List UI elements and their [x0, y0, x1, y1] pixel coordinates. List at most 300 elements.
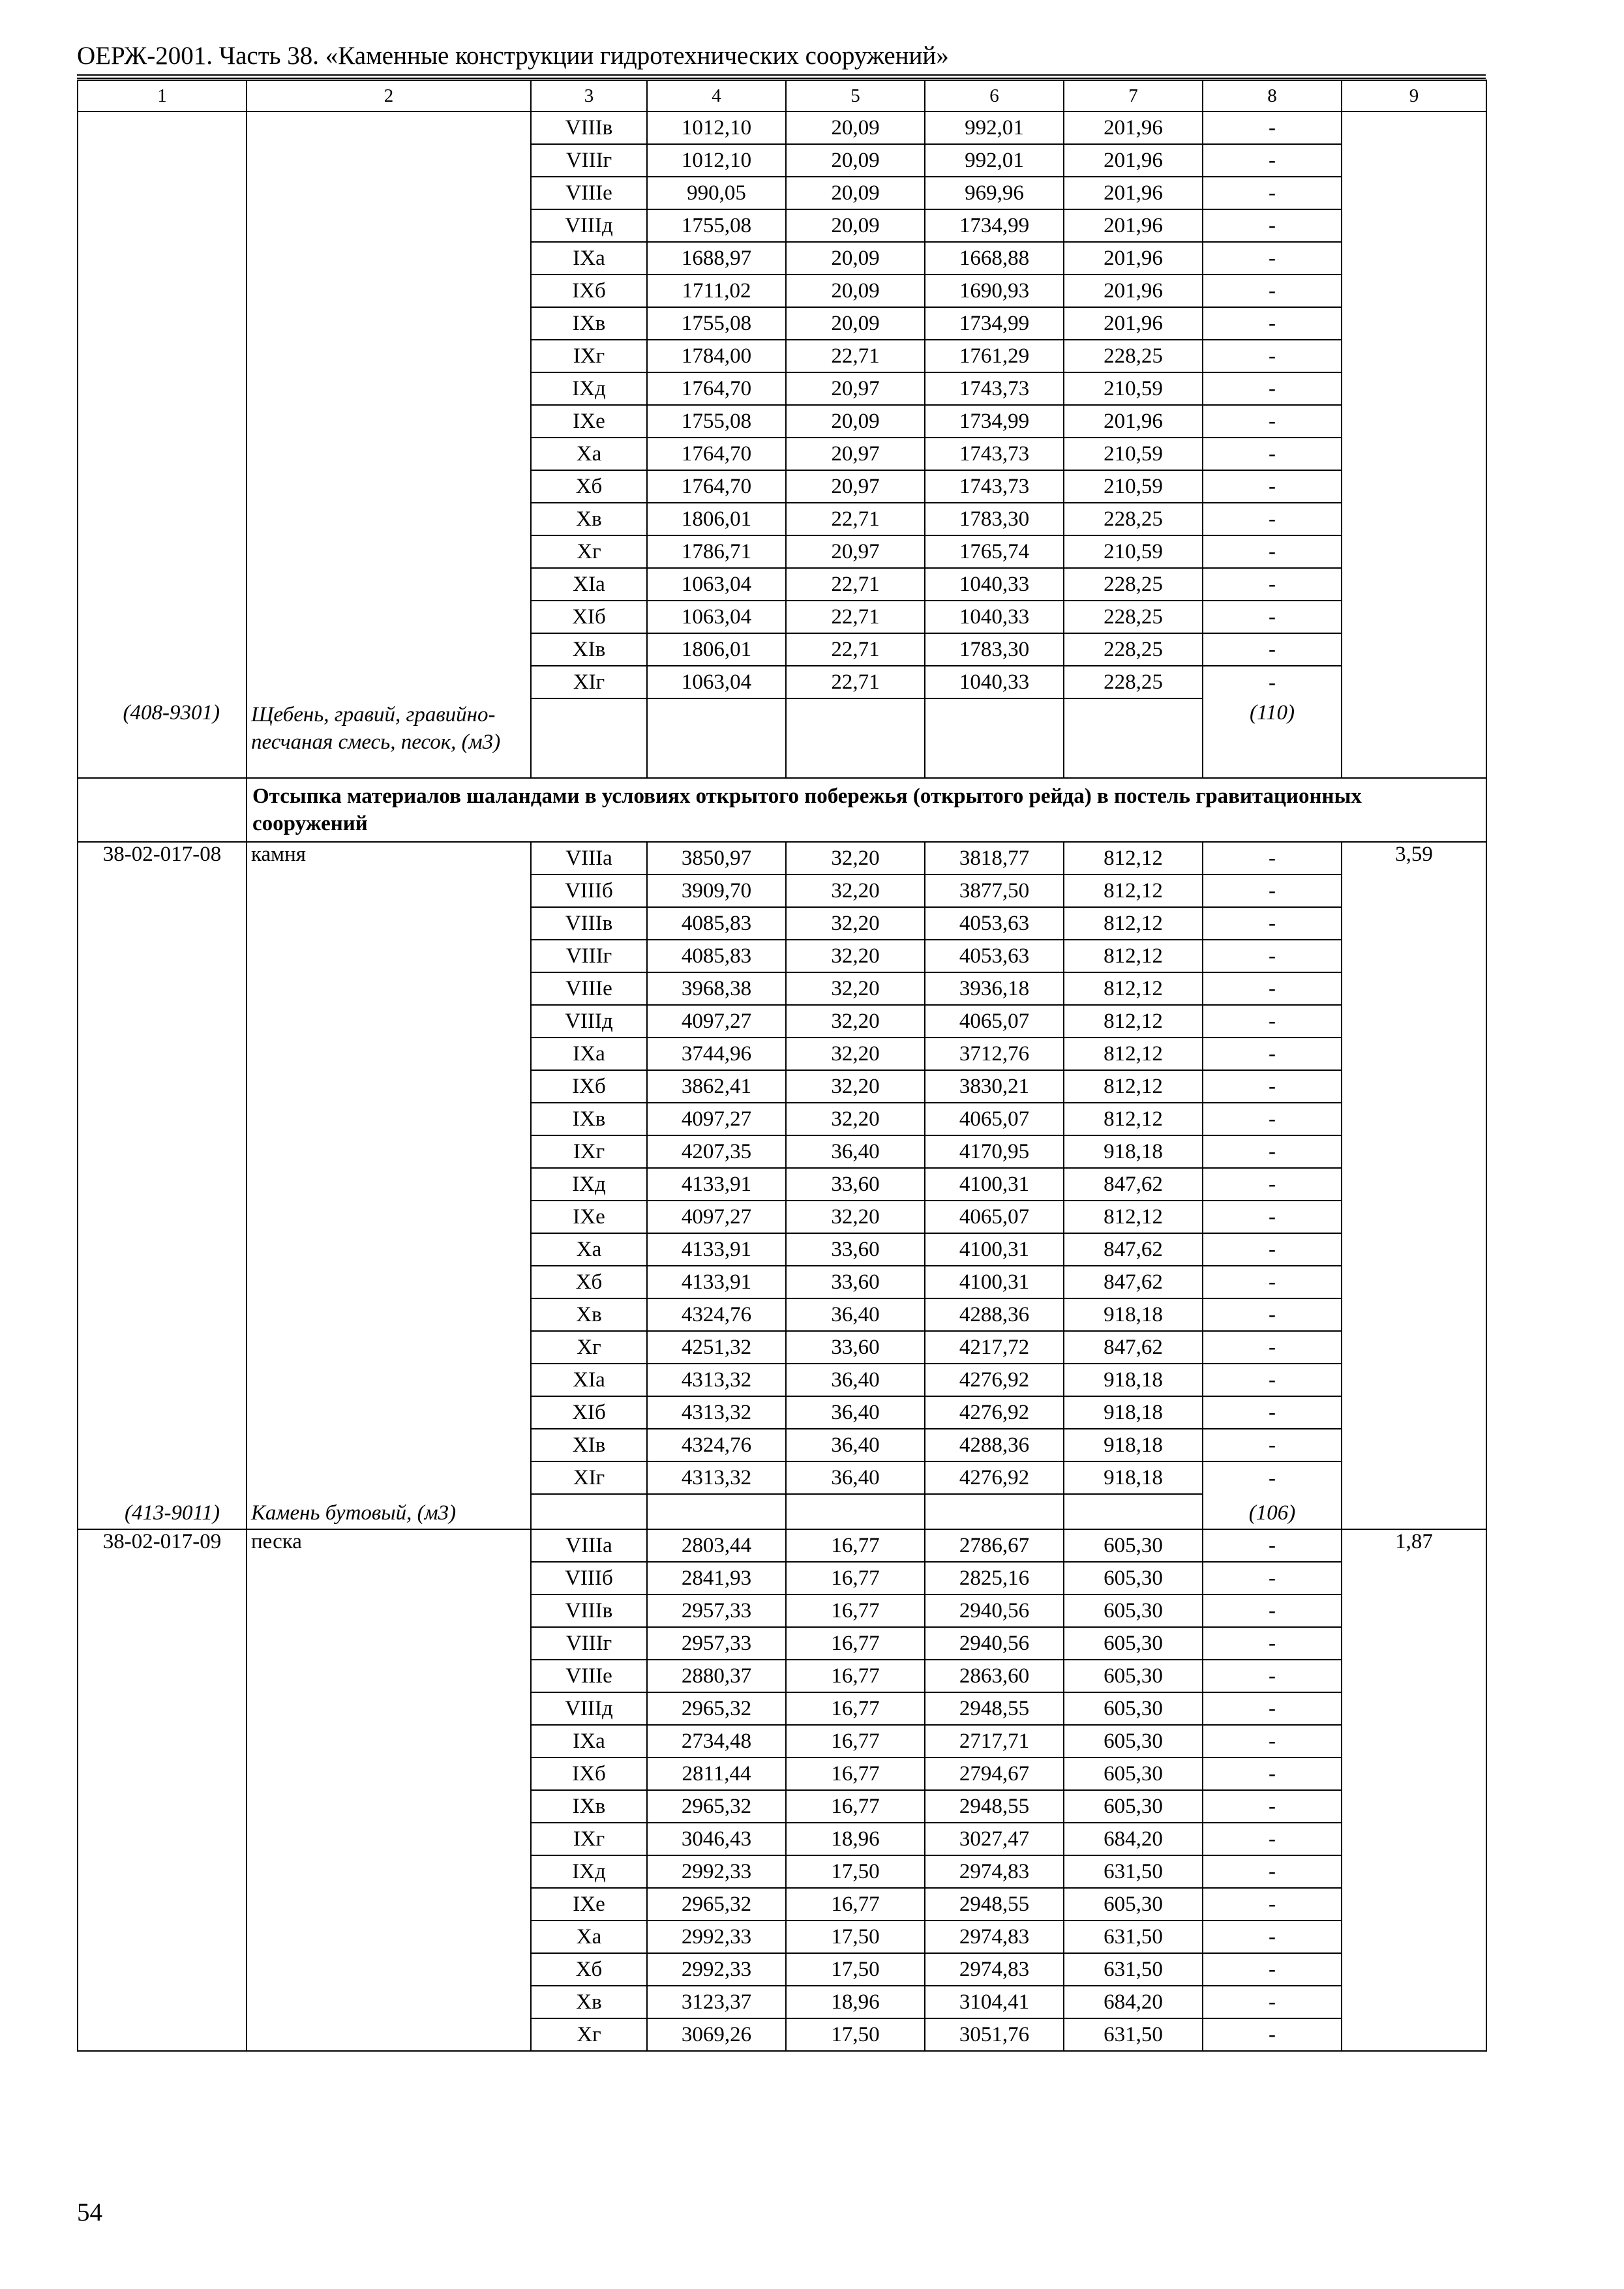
wage-cell: 16,77: [786, 1594, 925, 1627]
empty-cell: [1064, 1494, 1203, 1529]
section-title-row: [78, 778, 1486, 842]
direct-cost-cell: 4097,27: [647, 1103, 786, 1135]
wage-cell: 33,60: [786, 1168, 925, 1201]
material-cell: -: [1203, 372, 1342, 405]
table-row: [78, 1986, 1486, 2018]
table-row: [78, 1298, 1486, 1331]
code-cell: [78, 1823, 247, 1855]
material-cell: -: [1203, 633, 1342, 666]
direct-cost-cell: 990,05: [647, 177, 786, 209]
name-cell: [247, 1953, 531, 1986]
material-cell: -: [1203, 666, 1342, 698]
machine-cost-cell: 3051,76: [925, 2018, 1064, 2051]
operator-wage-cell: 812,12: [1064, 1103, 1203, 1135]
material-cell: -: [1203, 1888, 1342, 1921]
table-row: [78, 1201, 1486, 1233]
operator-wage-cell: 847,62: [1064, 1331, 1203, 1364]
zone-cell: IXе: [531, 405, 647, 438]
labor-cell: [1342, 340, 1486, 372]
norms-table: [77, 80, 1487, 2052]
labor-cell: [1342, 535, 1486, 568]
page-number: 54: [77, 2198, 102, 2226]
wage-cell: 16,77: [786, 1758, 925, 1790]
table-row: [78, 568, 1486, 601]
zone-cell: XIв: [531, 633, 647, 666]
empty-cell: [647, 698, 786, 778]
name-cell: [247, 470, 531, 503]
machine-cost-cell: 1734,99: [925, 307, 1064, 340]
wage-cell: 22,71: [786, 340, 925, 372]
table-row: [78, 1429, 1486, 1461]
operator-wage-cell: 684,20: [1064, 1823, 1203, 1855]
table-row: [78, 1660, 1486, 1692]
resource-value: (106): [1203, 1494, 1342, 1529]
operator-wage-cell: 201,96: [1064, 144, 1203, 177]
machine-cost-cell: 2948,55: [925, 1692, 1064, 1725]
name-cell: [247, 1888, 531, 1921]
code-cell: [78, 1266, 247, 1298]
labor-cell: [1342, 1594, 1486, 1627]
operator-wage-cell: 918,18: [1064, 1461, 1203, 1494]
operator-wage-cell: 605,30: [1064, 1758, 1203, 1790]
direct-cost-cell: 1764,70: [647, 470, 786, 503]
operator-wage-cell: 201,96: [1064, 112, 1203, 144]
wage-cell: 20,97: [786, 535, 925, 568]
table-row: [78, 209, 1486, 242]
zone-cell: Xб: [531, 470, 647, 503]
wage-cell: 22,71: [786, 666, 925, 698]
machine-cost-cell: 3712,76: [925, 1038, 1064, 1070]
operator-wage-cell: 228,25: [1064, 666, 1203, 698]
operator-wage-cell: 210,59: [1064, 535, 1203, 568]
table-row: [78, 1823, 1486, 1855]
empty-cell: [647, 1494, 786, 1529]
code-cell: [78, 535, 247, 568]
labor-cell: [1342, 1758, 1486, 1790]
material-cell: -: [1203, 275, 1342, 307]
operator-wage-cell: 228,25: [1064, 503, 1203, 535]
material-cell: -: [1203, 601, 1342, 633]
direct-cost-cell: 1711,02: [647, 275, 786, 307]
zone-cell: XIб: [531, 601, 647, 633]
name-cell: [247, 875, 531, 907]
name-cell: [247, 1005, 531, 1038]
operator-wage-cell: 210,59: [1064, 372, 1203, 405]
code-cell: [78, 1758, 247, 1790]
zone-cell: IXб: [531, 1070, 647, 1103]
direct-cost-cell: 2841,93: [647, 1562, 786, 1594]
name-cell: [247, 2018, 531, 2051]
name-cell: [247, 1396, 531, 1429]
machine-cost-cell: 3936,18: [925, 972, 1064, 1005]
machine-cost-cell: 3818,77: [925, 842, 1064, 875]
operator-wage-cell: 201,96: [1064, 242, 1203, 275]
code-cell: [78, 1331, 247, 1364]
direct-cost-cell: 1688,97: [647, 242, 786, 275]
zone-cell: IXг: [531, 1135, 647, 1168]
code-cell: [78, 242, 247, 275]
labor-cell: [1342, 1627, 1486, 1660]
table-row: [78, 1758, 1486, 1790]
labor-cell: [1342, 972, 1486, 1005]
code-cell: [78, 1562, 247, 1594]
wage-cell: 20,09: [786, 242, 925, 275]
labor-cell: [1342, 940, 1486, 972]
labor-cell: [1342, 242, 1486, 275]
code-cell: [78, 875, 247, 907]
operator-wage-cell: 605,30: [1064, 1529, 1203, 1562]
operator-wage-cell: 228,25: [1064, 601, 1203, 633]
operator-wage-cell: 812,12: [1064, 1005, 1203, 1038]
labor-cell: 1,87: [1342, 1529, 1486, 1562]
labor-cell: [1342, 1364, 1486, 1396]
name-cell: камня: [247, 842, 531, 875]
machine-cost-cell: 4217,72: [925, 1331, 1064, 1364]
zone-cell: VIIIв: [531, 907, 647, 940]
labor-cell: [1342, 568, 1486, 601]
labor-cell: [1342, 503, 1486, 535]
name-cell: [247, 275, 531, 307]
name-cell: [247, 503, 531, 535]
name-cell: [247, 1823, 531, 1855]
table-row: [78, 112, 1486, 144]
empty-cell: [786, 1494, 925, 1529]
machine-cost-cell: 2794,67: [925, 1758, 1064, 1790]
table-row: [78, 1529, 1486, 1562]
wage-cell: 32,20: [786, 842, 925, 875]
code-cell: [78, 666, 247, 698]
machine-cost-cell: 4276,92: [925, 1396, 1064, 1429]
zone-cell: IXе: [531, 1888, 647, 1921]
resource-code: (413-9011): [78, 1494, 247, 1529]
zone-cell: IXд: [531, 1855, 647, 1888]
machine-cost-cell: 4276,92: [925, 1364, 1064, 1396]
zone-cell: IXб: [531, 1758, 647, 1790]
resource-row: [78, 1494, 1486, 1529]
direct-cost-cell: 4313,32: [647, 1364, 786, 1396]
direct-cost-cell: 1012,10: [647, 112, 786, 144]
column-number: 8: [1203, 80, 1342, 112]
code-cell: [78, 1461, 247, 1494]
machine-cost-cell: 4100,31: [925, 1266, 1064, 1298]
direct-cost-cell: 4085,83: [647, 940, 786, 972]
operator-wage-cell: 605,30: [1064, 1888, 1203, 1921]
name-cell: [247, 666, 531, 698]
wage-cell: 22,71: [786, 568, 925, 601]
wage-cell: 20,09: [786, 307, 925, 340]
machine-cost-cell: 1783,30: [925, 503, 1064, 535]
code-cell: [78, 438, 247, 470]
document-header: ОЕРЖ-2001. Часть 38. «Каменные конструкции гидротехнических сооружений»: [77, 40, 1486, 76]
section-title: Отсыпка материалов шаландами в условиях открытого побережья (открытого рейда) в постель гравитационных сооружений: [247, 778, 1486, 842]
name-cell: [247, 1168, 531, 1201]
labor-cell: [1342, 1135, 1486, 1168]
zone-cell: VIIIв: [531, 112, 647, 144]
machine-cost-cell: 992,01: [925, 144, 1064, 177]
direct-cost-cell: 1063,04: [647, 568, 786, 601]
machine-cost-cell: 4288,36: [925, 1429, 1064, 1461]
material-cell: -: [1203, 1070, 1342, 1103]
table-row: [78, 1005, 1486, 1038]
wage-cell: 33,60: [786, 1266, 925, 1298]
code-cell: [78, 1233, 247, 1266]
table-row: [78, 1594, 1486, 1627]
labor-cell: [1342, 1660, 1486, 1692]
name-cell: [247, 1725, 531, 1758]
wage-cell: 20,09: [786, 209, 925, 242]
zone-cell: IXб: [531, 275, 647, 307]
wage-cell: 32,20: [786, 1201, 925, 1233]
direct-cost-cell: 4097,27: [647, 1201, 786, 1233]
machine-cost-cell: 3830,21: [925, 1070, 1064, 1103]
machine-cost-cell: 4276,92: [925, 1461, 1064, 1494]
name-cell: [247, 1038, 531, 1070]
table-row: [78, 2018, 1486, 2051]
wage-cell: 32,20: [786, 1038, 925, 1070]
direct-cost-cell: 4324,76: [647, 1429, 786, 1461]
wage-cell: 17,50: [786, 1921, 925, 1953]
direct-cost-cell: 4085,83: [647, 907, 786, 940]
code-cell: [78, 1888, 247, 1921]
labor-cell: [1342, 1461, 1486, 1494]
table-row: [78, 1855, 1486, 1888]
direct-cost-cell: 2992,33: [647, 1921, 786, 1953]
material-cell: -: [1203, 1103, 1342, 1135]
name-cell: [247, 1660, 531, 1692]
table-row: [78, 1331, 1486, 1364]
material-cell: -: [1203, 940, 1342, 972]
machine-cost-cell: 2863,60: [925, 1660, 1064, 1692]
code-cell: [78, 1364, 247, 1396]
direct-cost-cell: 1806,01: [647, 503, 786, 535]
material-cell: -: [1203, 1201, 1342, 1233]
code-cell: [78, 144, 247, 177]
table-row: [78, 1168, 1486, 1201]
direct-cost-cell: 1786,71: [647, 535, 786, 568]
material-cell: -: [1203, 1135, 1342, 1168]
wage-cell: 32,20: [786, 1103, 925, 1135]
machine-cost-cell: 1743,73: [925, 438, 1064, 470]
wage-cell: 36,40: [786, 1364, 925, 1396]
name-cell: [247, 1233, 531, 1266]
direct-cost-cell: 2957,33: [647, 1627, 786, 1660]
zone-cell: Xв: [531, 1986, 647, 2018]
material-cell: -: [1203, 535, 1342, 568]
direct-cost-cell: 3069,26: [647, 2018, 786, 2051]
labor-cell: [1342, 1692, 1486, 1725]
zone-cell: IXа: [531, 1038, 647, 1070]
zone-cell: IXв: [531, 307, 647, 340]
operator-wage-cell: 918,18: [1064, 1364, 1203, 1396]
labor-cell: [1342, 307, 1486, 340]
table-row: [78, 1888, 1486, 1921]
zone-cell: IXг: [531, 1823, 647, 1855]
table-row: [78, 1725, 1486, 1758]
code-cell: [78, 1692, 247, 1725]
material-cell: -: [1203, 875, 1342, 907]
name-cell: [247, 1627, 531, 1660]
zone-cell: XIг: [531, 666, 647, 698]
labor-cell: [1342, 601, 1486, 633]
column-number: 6: [925, 80, 1064, 112]
machine-cost-cell: 1765,74: [925, 535, 1064, 568]
machine-cost-cell: 3027,47: [925, 1823, 1064, 1855]
column-number: 9: [1342, 80, 1486, 112]
material-cell: -: [1203, 1953, 1342, 1986]
direct-cost-cell: 4133,91: [647, 1168, 786, 1201]
labor-cell: [1342, 1168, 1486, 1201]
wage-cell: 22,71: [786, 503, 925, 535]
zone-cell: IXв: [531, 1790, 647, 1823]
direct-cost-cell: 1755,08: [647, 307, 786, 340]
machine-cost-cell: 1783,30: [925, 633, 1064, 666]
wage-cell: 32,20: [786, 1070, 925, 1103]
wage-cell: 33,60: [786, 1233, 925, 1266]
operator-wage-cell: 210,59: [1064, 470, 1203, 503]
machine-cost-cell: 4100,31: [925, 1168, 1064, 1201]
code-cell: [78, 972, 247, 1005]
labor-cell: [1342, 1823, 1486, 1855]
direct-cost-cell: 3850,97: [647, 842, 786, 875]
zone-cell: Xв: [531, 1298, 647, 1331]
zone-cell: Xг: [531, 2018, 647, 2051]
table-row: [78, 601, 1486, 633]
resource-row: [78, 698, 1486, 778]
labor-cell: [1342, 1855, 1486, 1888]
labor-cell: [1342, 405, 1486, 438]
labor-cell: [1342, 1888, 1486, 1921]
machine-cost-cell: 1040,33: [925, 568, 1064, 601]
direct-cost-cell: 1012,10: [647, 144, 786, 177]
name-cell: [247, 1201, 531, 1233]
machine-cost-cell: 969,96: [925, 177, 1064, 209]
machine-cost-cell: 4065,07: [925, 1005, 1064, 1038]
labor-cell: [1342, 438, 1486, 470]
direct-cost-cell: 3862,41: [647, 1070, 786, 1103]
operator-wage-cell: 812,12: [1064, 972, 1203, 1005]
machine-cost-cell: 4288,36: [925, 1298, 1064, 1331]
labor-cell: [1342, 112, 1486, 144]
operator-wage-cell: 812,12: [1064, 1070, 1203, 1103]
operator-wage-cell: 631,50: [1064, 1953, 1203, 1986]
material-cell: -: [1203, 1364, 1342, 1396]
zone-cell: IXа: [531, 1725, 647, 1758]
material-cell: -: [1203, 907, 1342, 940]
code-cell: [78, 1790, 247, 1823]
table-row: [78, 275, 1486, 307]
zone-cell: VIIIа: [531, 1529, 647, 1562]
zone-cell: VIIIг: [531, 144, 647, 177]
code-cell: [78, 177, 247, 209]
labor-cell: [1342, 875, 1486, 907]
name-cell: [247, 1692, 531, 1725]
code-cell: 38-02-017-09: [78, 1529, 247, 1562]
labor-cell: [1342, 1921, 1486, 1953]
zone-cell: XIв: [531, 1429, 647, 1461]
operator-wage-cell: 605,30: [1064, 1627, 1203, 1660]
labor-cell: [1342, 1201, 1486, 1233]
material-cell: -: [1203, 1233, 1342, 1266]
wage-cell: 16,77: [786, 1692, 925, 1725]
code-cell: [78, 1168, 247, 1201]
wage-cell: 20,09: [786, 144, 925, 177]
operator-wage-cell: 201,96: [1064, 405, 1203, 438]
direct-cost-cell: 4251,32: [647, 1331, 786, 1364]
direct-cost-cell: 1063,04: [647, 601, 786, 633]
operator-wage-cell: 847,62: [1064, 1266, 1203, 1298]
code-cell: [78, 1298, 247, 1331]
table-row: [78, 1364, 1486, 1396]
material-cell: -: [1203, 972, 1342, 1005]
code-cell: [78, 1953, 247, 1986]
labor-cell: [1342, 177, 1486, 209]
name-cell: [247, 1266, 531, 1298]
material-cell: -: [1203, 1660, 1342, 1692]
name-cell: [247, 1921, 531, 1953]
material-cell: -: [1203, 144, 1342, 177]
wage-cell: 32,20: [786, 907, 925, 940]
direct-cost-cell: 4313,32: [647, 1396, 786, 1429]
labor-cell: [1342, 372, 1486, 405]
labor-cell: [1342, 1953, 1486, 1986]
code-cell: [78, 940, 247, 972]
zone-cell: VIIIв: [531, 1594, 647, 1627]
direct-cost-cell: 4324,76: [647, 1298, 786, 1331]
name-cell: [247, 112, 531, 144]
code-cell: [78, 1627, 247, 1660]
table-row: [78, 907, 1486, 940]
labor-cell: [1342, 633, 1486, 666]
labor-cell: [1342, 1562, 1486, 1594]
operator-wage-cell: 812,12: [1064, 875, 1203, 907]
operator-wage-cell: 228,25: [1064, 340, 1203, 372]
machine-cost-cell: 1734,99: [925, 209, 1064, 242]
wage-cell: 16,77: [786, 1660, 925, 1692]
code-cell: [78, 1201, 247, 1233]
wage-cell: 20,97: [786, 372, 925, 405]
operator-wage-cell: 812,12: [1064, 842, 1203, 875]
machine-cost-cell: 2825,16: [925, 1562, 1064, 1594]
code-cell: [78, 907, 247, 940]
zone-cell: IXд: [531, 1168, 647, 1201]
table-body: [78, 80, 1486, 2051]
material-cell: -: [1203, 1986, 1342, 2018]
zone-cell: XIа: [531, 568, 647, 601]
material-cell: -: [1203, 842, 1342, 875]
wage-cell: 16,77: [786, 1888, 925, 1921]
name-cell: песка: [247, 1529, 531, 1562]
table-row: [78, 1233, 1486, 1266]
labor-cell: [1342, 144, 1486, 177]
table-row: [78, 1103, 1486, 1135]
direct-cost-cell: 1755,08: [647, 209, 786, 242]
machine-cost-cell: 2948,55: [925, 1888, 1064, 1921]
code-cell: [78, 633, 247, 666]
wage-cell: 20,09: [786, 275, 925, 307]
resource-code: (408-9301): [78, 698, 247, 778]
direct-cost-cell: 3744,96: [647, 1038, 786, 1070]
operator-wage-cell: 847,62: [1064, 1233, 1203, 1266]
wage-cell: 36,40: [786, 1298, 925, 1331]
operator-wage-cell: 918,18: [1064, 1396, 1203, 1429]
direct-cost-cell: 3046,43: [647, 1823, 786, 1855]
code-cell: [78, 1005, 247, 1038]
code-cell: [78, 1725, 247, 1758]
empty-cell: [531, 1494, 647, 1529]
wage-cell: 16,77: [786, 1627, 925, 1660]
zone-cell: VIIIб: [531, 875, 647, 907]
zone-cell: VIIIе: [531, 1660, 647, 1692]
